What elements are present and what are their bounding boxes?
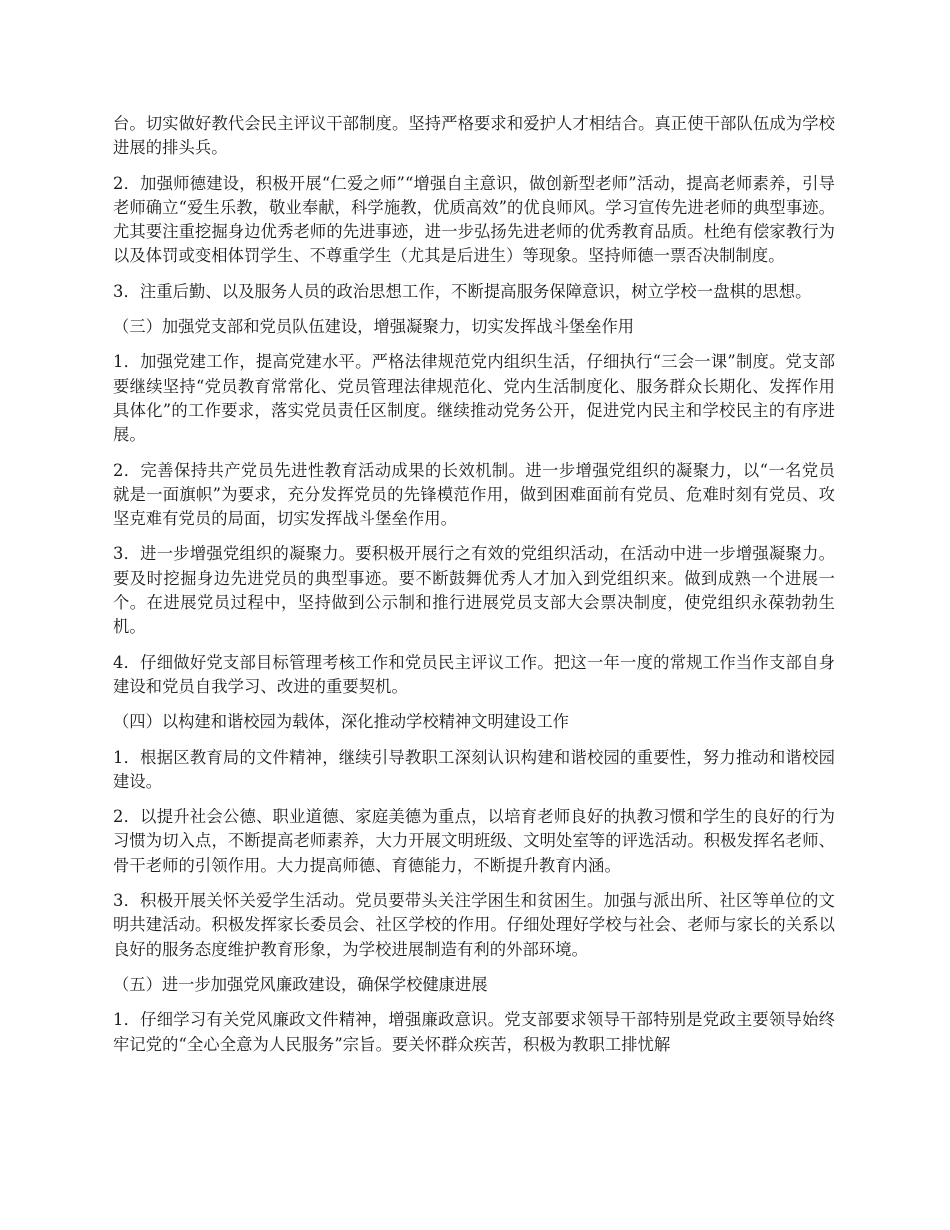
paragraph: 4．仔细做好党支部目标管理考核工作和党员民主评议工作。把这一年一度的常规工作当作支部自身建设和党员自我学习、改进的重要契机。: [113, 652, 835, 696]
paragraph: 1．根据区教育局的文件精神，继续引导教职工深刻认识构建和谐校园的重要性，努力推动和谐校园建设。: [113, 747, 835, 791]
paragraph: 2．加强师德建设，积极开展“仁爱之师”“增强自主意识，做创新型老师”活动，提高老师素养，引导老师确立“爱生乐教，敬业奉献，科学施教，优质高效”的优良师风。学习宣传先进老师的典型事迹。尤其要注重挖掘身边优秀老师的先进事迹，进一步弘扬先进老师的优秀教育品质。杜绝有偿家教行为以及体罚或变相体罚学生、不尊重学生（尤其是后进生）等现象。坚持师德一票否决制制度。: [113, 173, 835, 266]
paragraph: 1．加强党建工作，提高党建水平。严格法律规范党内组织生活，仔细执行“三会一课”制度。党支部要继续坚持“党员教育常常化、党员管理法律规范化、党内生活制度化、服务群众长期化、发挥作用具体化”的工作要求，落实党员责任区制度。继续推动党务公开，促进党内民主和学校民主的有序进展。: [113, 352, 835, 445]
paragraph: 3．进一步增强党组织的凝聚力。要积极开展行之有效的党组织活动，在活动中进一步增强凝聚力。要及时挖掘身边先进党员的典型事迹。要不断鼓舞优秀人才加入到党组织来。做到成熟一个进展一个。在进展党员过程中，坚持做到公示制和推行进展党员支部大会票决制度，使党组织永葆勃勃生机。: [113, 544, 835, 637]
paragraph: 1．仔细学习有关党风廉政文件精神，增强廉政意识。党支部要求领导干部特别是党政主要领导始终牢记党的“全心全意为人民服务”宗旨。要关怀群众疾苦，积极为教职工排忧解: [113, 1010, 835, 1054]
section-heading: （五）进一步加强党风廉政建设，确保学校健康进展: [113, 974, 488, 994]
paragraph: 3．注重后勤、以及服务人员的政治思想工作，不断提高服务保障意识，树立学校一盘棋的思想。: [113, 281, 812, 301]
section-heading: （四）以构建和谐校园为载体，深化推动学校精神文明建设工作: [113, 712, 569, 732]
section-heading: （三）加强党支部和党员队伍建设，增强凝聚力，切实发挥战斗堡垒作用: [113, 317, 635, 337]
paragraph: 2．以提升社会公德、职业道德、家庭美德为重点，以培育老师良好的执教习惯和学生的良好的行为习惯为切入点，不断提高老师素养，大力开展文明班级、文明处室等的评选活动。积极发挥名老师、骨干老师的引领作用。大力提高师德、育德能力，不断提升教育内涵。: [113, 807, 835, 875]
paragraph: 2．完善保持共产党员先进性教育活动成果的长效机制。进一步增强党组织的凝聚力，以“一名党员就是一面旗帜”为要求，充分发挥党员的先锋模范作用，做到困难面前有党员、危难时刻有党员、攻坚克难有党员的局面，切实发挥战斗堡垒作用。: [113, 460, 835, 529]
document-body: [113, 112, 835, 1068]
paragraph: 3．积极开展关怀关爱学生活动。党员要带头关注学困生和贫困生。加强与派出所、社区等单位的文明共建活动。积极发挥家长委员会、社区学校的作用。仔细处理好学校与社会、老师与家长的关系以良好的服务态度维护教育形象，为学校进展制造有利的外部环境。: [113, 891, 835, 959]
paragraph: 台。切实做好教代会民主评议干部制度。坚持严格要求和爱护人才相结合。真正使干部队伍成为学校进展的排头兵。: [113, 114, 835, 158]
